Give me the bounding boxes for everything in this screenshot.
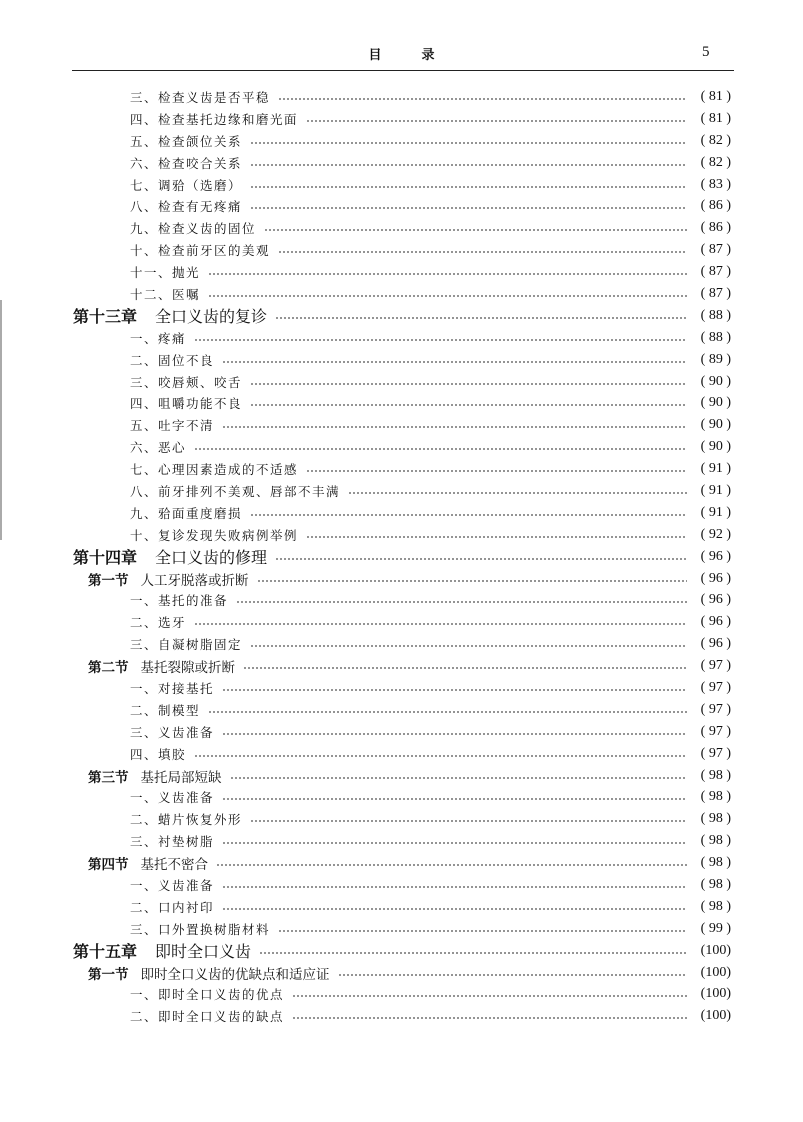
page-ref: 83 <box>708 176 723 192</box>
toc-entry-label: 二、蜡片恢复外形 <box>130 812 243 828</box>
toc-entry-label: 三、检查义齿是否平稳 <box>130 89 271 105</box>
page-ref: 92 <box>708 526 723 542</box>
dot-leader <box>292 1017 687 1019</box>
toc-item-entry[interactable] <box>0 502 803 524</box>
toc-item-entry[interactable] <box>0 896 803 918</box>
toc-entry-title <box>130 438 186 456</box>
dot-leader <box>306 120 687 122</box>
toc-entry-label: 九、𬌗面重度磨损 <box>130 505 243 521</box>
toc-entry-page: ( 81 ) <box>700 88 731 104</box>
toc-entry-page: (100) <box>700 1008 731 1024</box>
toc-entry-title <box>130 110 298 128</box>
toc-entry-page: ( 91 ) <box>700 461 731 477</box>
page-ref: 97 <box>708 745 723 761</box>
toc-entry-title <box>130 810 242 828</box>
page-number: 5 <box>702 44 710 60</box>
toc-item-entry[interactable] <box>0 217 803 239</box>
dot-leader <box>278 251 687 253</box>
toc-entry-label: 即时全口义齿 <box>155 942 252 962</box>
dot-leader <box>250 645 687 647</box>
toc-item-entry[interactable] <box>0 874 803 896</box>
dot-leader <box>194 339 687 341</box>
toc-entry-number: 第十四章 <box>73 548 138 568</box>
toc-item-entry[interactable] <box>0 984 803 1006</box>
page-ref: 97 <box>708 723 723 739</box>
toc-item-entry[interactable] <box>0 611 803 633</box>
dot-leader <box>243 667 687 669</box>
toc-entry-page: ( 98 ) <box>700 833 731 849</box>
dot-leader <box>306 470 687 472</box>
toc-entry-title <box>130 329 186 347</box>
toc-entry-page: ( 91 ) <box>700 504 731 520</box>
toc-entry-page: ( 82 ) <box>700 154 731 170</box>
toc-entry-title <box>130 373 242 391</box>
page-ref: 100 <box>705 986 727 1002</box>
page-ref: 97 <box>708 658 723 674</box>
toc-entry-title <box>130 416 214 434</box>
toc-item-entry[interactable] <box>0 458 803 480</box>
toc-entry-page: ( 87 ) <box>700 285 731 301</box>
page-ref: 81 <box>708 88 723 104</box>
dot-leader <box>250 383 687 385</box>
dot-leader <box>250 514 687 516</box>
toc-entry-title <box>130 876 214 894</box>
toc-entry-title <box>88 963 330 983</box>
toc-entry-label: 全口义齿的修理 <box>155 548 268 568</box>
page-ref: 90 <box>708 373 723 389</box>
toc-entry-title <box>73 545 267 568</box>
toc-entry-page: ( 98 ) <box>700 877 731 892</box>
toc-entry-label: 二、选牙 <box>130 615 187 631</box>
dot-leader <box>250 404 687 406</box>
page-ref: 86 <box>708 220 723 236</box>
toc-entry-page: ( 86 ) <box>700 220 731 236</box>
page-ref: 82 <box>708 154 723 170</box>
toc-item-entry[interactable] <box>0 743 803 765</box>
toc-chapter-entry[interactable] <box>0 940 803 962</box>
toc-entry-label: 一、对接基托 <box>130 680 215 696</box>
toc-entry-page: ( 98 ) <box>700 789 731 805</box>
toc-entry-title <box>130 526 298 544</box>
toc-chapter-entry[interactable] <box>0 305 803 327</box>
toc-entry-label: 二、口内衬印 <box>130 899 215 915</box>
toc-entry-title <box>130 482 340 500</box>
toc-entry-page: ( 82 ) <box>700 132 731 148</box>
dot-leader <box>250 142 687 144</box>
dot-leader <box>348 492 687 494</box>
toc-entry-page: ( 88 ) <box>700 329 731 345</box>
toc-entry-label: 八、检查有无疼痛 <box>130 199 243 215</box>
dot-leader <box>250 186 687 188</box>
toc-entry-page: ( 81 ) <box>700 110 731 126</box>
toc-entry-label: 全口义齿的复诊 <box>155 307 268 327</box>
toc-entry-title <box>130 219 256 237</box>
toc-item-entry[interactable] <box>0 371 803 393</box>
toc-entry-title <box>130 788 214 806</box>
toc-entry-title <box>130 679 214 697</box>
page-ref: 98 <box>708 789 723 805</box>
dot-leader <box>208 295 687 297</box>
page-ref: 98 <box>708 877 723 892</box>
toc-entry-label: 一、基托的准备 <box>130 593 229 609</box>
dot-leader <box>208 273 687 275</box>
toc-entry-title <box>130 723 214 741</box>
toc-entry-label: 人工牙脱落或折断 <box>140 572 249 589</box>
toc-entry-label: 三、自凝树脂固定 <box>130 637 243 653</box>
toc-entry-title <box>130 132 242 150</box>
toc-item-entry[interactable] <box>0 86 803 108</box>
toc-entry-page: ( 90 ) <box>700 373 731 389</box>
toc-entry-label: 一、义齿准备 <box>130 790 215 806</box>
toc-entry-label: 三、口外置换树脂材料 <box>130 921 271 937</box>
toc-entry-title <box>130 351 214 369</box>
toc-entry-title <box>130 1007 284 1025</box>
toc-entry-label: 十二、医嘱 <box>130 286 201 302</box>
page-ref: 86 <box>708 198 723 214</box>
page-ref: 81 <box>708 110 723 126</box>
toc-item-entry[interactable] <box>0 327 803 349</box>
toc-entry-page: ( 96 ) <box>700 548 731 564</box>
toc-entry-page: ( 83 ) <box>700 176 731 192</box>
toc-entry-label: 三、咬唇颊、咬舌 <box>130 374 243 390</box>
toc-item-entry[interactable] <box>0 130 803 152</box>
page-ref: 91 <box>708 461 723 477</box>
toc-entry-label: 四、咀嚼功能不良 <box>130 396 243 412</box>
dot-leader <box>250 207 687 209</box>
toc-chapter-entry[interactable] <box>0 546 803 568</box>
toc-section-entry[interactable] <box>0 852 803 874</box>
toc-item-entry[interactable] <box>0 392 803 414</box>
toc-entry-page: ( 92 ) <box>700 526 731 542</box>
toc-entry-page: ( 98 ) <box>700 767 731 783</box>
toc-entry-page: ( 97 ) <box>700 679 731 695</box>
page-ref: 99 <box>708 920 723 936</box>
dot-leader <box>275 317 687 319</box>
toc-entry-label: 四、填胶 <box>130 746 187 762</box>
dot-leader <box>222 733 687 735</box>
toc-entry-page: ( 99 ) <box>700 920 731 936</box>
toc-item-entry[interactable] <box>0 174 803 196</box>
page-ref: 96 <box>708 570 723 586</box>
dot-leader <box>194 448 687 450</box>
toc-entry-title <box>130 460 298 478</box>
toc-entry-title <box>73 939 251 962</box>
toc-entry-number: 第三节 <box>88 769 129 786</box>
dot-leader <box>194 755 687 757</box>
toc-entry-page: ( 86 ) <box>700 198 731 214</box>
header-rule <box>72 70 734 71</box>
toc-entry-label: 十、复诊发现失败病例举例 <box>130 527 299 543</box>
page-ref: 96 <box>708 592 723 608</box>
toc-entry-title <box>88 853 208 873</box>
toc-entry-title <box>130 591 228 609</box>
page-ref: 89 <box>708 351 723 367</box>
page-ref: 98 <box>708 767 723 783</box>
page-ref: 96 <box>708 548 723 564</box>
page-ref: 90 <box>708 417 723 433</box>
toc-entry-title <box>130 745 186 763</box>
toc-entry-number: 第四节 <box>88 857 129 874</box>
toc-entry-label: 即时全口义齿的优缺点和适应证 <box>140 966 330 983</box>
toc-item-entry[interactable] <box>0 436 803 458</box>
toc-entry-title <box>130 898 214 916</box>
toc-entry-title <box>130 176 242 194</box>
toc-entry-title <box>73 304 267 327</box>
toc-entry-title <box>130 154 242 172</box>
running-header-title: 目录 <box>368 48 475 63</box>
toc-entry-page: ( 90 ) <box>700 439 731 455</box>
toc-entry-page: (100) <box>700 964 731 980</box>
toc-item-entry[interactable] <box>0 349 803 371</box>
toc-entry-title <box>130 263 200 281</box>
toc-entry-label: 二、即时全口义齿的缺点 <box>130 1009 285 1025</box>
toc-entry-label: 三、衬垫树脂 <box>130 834 215 850</box>
dot-leader <box>278 98 687 100</box>
dot-leader <box>236 601 687 603</box>
page-ref: 90 <box>708 395 723 411</box>
toc-entry-title <box>130 394 242 412</box>
dot-leader <box>216 864 687 866</box>
toc-entry-page: ( 91 ) <box>700 482 731 498</box>
toc-entry-title <box>130 504 242 522</box>
toc-entry-number: 第二节 <box>88 660 129 677</box>
page-ref: 88 <box>708 329 723 345</box>
toc-entry-title <box>130 88 270 106</box>
toc-entry-title <box>130 701 200 719</box>
toc-entry-label: 八、前牙排列不美观、唇部不丰满 <box>130 483 341 499</box>
toc-entry-title <box>130 285 200 303</box>
toc-item-entry[interactable] <box>0 589 803 611</box>
toc-entry-title <box>130 241 270 259</box>
toc-entry-label: 六、恶心 <box>130 440 187 456</box>
dot-leader <box>222 886 687 888</box>
toc-item-entry[interactable] <box>0 195 803 217</box>
toc-item-entry[interactable] <box>0 152 803 174</box>
toc-item-entry[interactable] <box>0 524 803 546</box>
dot-leader <box>222 689 687 691</box>
page-ref: 88 <box>708 307 723 323</box>
dot-leader <box>292 995 687 997</box>
toc-entry-page: ( 90 ) <box>700 395 731 411</box>
toc-section-entry[interactable] <box>0 655 803 677</box>
toc-entry-page: ( 88 ) <box>700 307 731 323</box>
toc-entry-page: ( 97 ) <box>700 701 731 717</box>
page-ref: 96 <box>708 636 723 652</box>
toc-item-entry[interactable] <box>0 283 803 305</box>
toc-entry-label: 二、固位不良 <box>130 352 215 368</box>
toc-entry-label: 一、即时全口义齿的优点 <box>130 987 285 1003</box>
toc-entry-page: ( 96 ) <box>700 636 731 652</box>
toc-item-entry[interactable] <box>0 808 803 830</box>
dot-leader <box>194 623 687 625</box>
toc-entry-label: 七、调𬌗（选磨） <box>130 177 243 193</box>
page-ref: 98 <box>708 898 723 914</box>
toc-entry-title <box>88 766 222 786</box>
dot-leader <box>257 580 688 582</box>
toc-item-entry[interactable] <box>0 787 803 809</box>
toc-item-entry[interactable] <box>0 677 803 699</box>
dot-leader <box>306 536 687 538</box>
toc-entry-title <box>130 920 270 938</box>
table-of-contents <box>0 86 803 1027</box>
page-ref: 82 <box>708 132 723 148</box>
dot-leader <box>222 798 687 800</box>
toc-entry-label: 四、检查基托边缘和磨光面 <box>130 111 299 127</box>
dot-leader <box>264 229 687 231</box>
page-ref: 100 <box>705 942 727 958</box>
dot-leader <box>275 558 687 560</box>
toc-entry-number: 第十三章 <box>73 307 138 327</box>
toc-entry-page: ( 89 ) <box>700 351 731 367</box>
toc-entry-label: 六、检查咬合关系 <box>130 155 243 171</box>
toc-entry-label: 一、疼痛 <box>130 330 187 346</box>
dot-leader <box>250 164 687 166</box>
toc-entry-title <box>130 985 284 1003</box>
page-ref: 91 <box>708 504 723 520</box>
page-ref: 87 <box>708 264 723 280</box>
dot-leader <box>222 426 687 428</box>
toc-entry-title <box>130 613 186 631</box>
dot-leader <box>259 952 687 954</box>
toc-entry-label: 基托不密合 <box>140 857 208 874</box>
toc-entry-label: 基托裂隙或折断 <box>140 660 235 677</box>
toc-entry-title <box>88 656 235 676</box>
page-ref: 87 <box>708 242 723 258</box>
toc-entry-title <box>130 635 242 653</box>
toc-section-entry[interactable] <box>0 765 803 787</box>
toc-entry-label: 七、心理因素造成的不适感 <box>130 462 299 478</box>
toc-entry-label: 二、制模型 <box>130 702 201 718</box>
toc-item-entry[interactable] <box>0 633 803 655</box>
page-ref: 96 <box>708 614 723 630</box>
toc-entry-page: ( 98 ) <box>700 898 731 914</box>
dot-leader <box>278 930 687 932</box>
dot-leader <box>338 974 688 976</box>
toc-item-entry[interactable] <box>0 699 803 721</box>
dot-leader <box>222 361 687 363</box>
toc-entry-page: (100) <box>700 986 731 1002</box>
toc-entry-page: ( 97 ) <box>700 658 731 674</box>
toc-entry-label: 五、检查颌位关系 <box>130 133 243 149</box>
toc-entry-label: 九、检查义齿的固位 <box>130 221 257 237</box>
toc-entry-page: ( 96 ) <box>700 592 731 608</box>
toc-entry-label: 三、义齿准备 <box>130 724 215 740</box>
page-ref: 87 <box>708 285 723 301</box>
toc-entry-page: ( 97 ) <box>700 745 731 761</box>
toc-entry-page: ( 96 ) <box>700 614 731 630</box>
toc-entry-number: 第一节 <box>88 966 129 983</box>
toc-entry-label: 十、检查前牙区的美观 <box>130 243 271 259</box>
toc-entry-page: ( 87 ) <box>700 264 731 280</box>
toc-entry-page: ( 87 ) <box>700 242 731 258</box>
toc-entry-number: 第十五章 <box>73 942 138 962</box>
toc-item-entry[interactable] <box>0 414 803 436</box>
page-ref: 98 <box>708 833 723 849</box>
toc-entry-label: 五、吐字不清 <box>130 418 215 434</box>
dot-leader <box>222 908 687 910</box>
page-ref: 91 <box>708 482 723 498</box>
dot-leader <box>230 777 688 779</box>
toc-section-entry[interactable] <box>0 962 803 984</box>
page-ref: 97 <box>708 679 723 695</box>
toc-entry-page: ( 98 ) <box>700 855 731 871</box>
toc-entry-page: ( 96 ) <box>700 570 731 586</box>
toc-item-entry[interactable] <box>0 480 803 502</box>
dot-leader <box>208 711 687 713</box>
toc-entry-title <box>88 569 249 589</box>
toc-entry-page: ( 97 ) <box>700 723 731 739</box>
toc-section-entry[interactable] <box>0 568 803 590</box>
dot-leader <box>250 820 687 822</box>
dot-leader <box>222 842 687 844</box>
toc-entry-label: 十一、抛光 <box>130 265 201 281</box>
page-ref: 98 <box>708 855 723 871</box>
toc-entry-title <box>130 832 214 850</box>
toc-item-entry[interactable] <box>0 239 803 261</box>
toc-item-entry[interactable] <box>0 108 803 130</box>
toc-entry-page: ( 98 ) <box>700 811 731 827</box>
page-ref: 97 <box>708 701 723 717</box>
toc-item-entry[interactable] <box>0 1005 803 1027</box>
page-ref: 90 <box>708 439 723 455</box>
page-ref: 100 <box>705 1008 727 1024</box>
toc-item-entry[interactable] <box>0 721 803 743</box>
toc-entry-label: 基托局部短缺 <box>140 769 222 786</box>
toc-entry-number: 第一节 <box>88 572 129 589</box>
toc-item-entry[interactable] <box>0 261 803 283</box>
toc-item-entry[interactable] <box>0 830 803 852</box>
toc-entry-label: 一、义齿准备 <box>130 878 215 893</box>
toc-entry-title <box>130 197 242 215</box>
page-ref: 100 <box>705 964 727 980</box>
toc-item-entry[interactable] <box>0 918 803 940</box>
page-ref: 98 <box>708 811 723 827</box>
toc-entry-page: (100) <box>700 942 731 958</box>
toc-entry-page: ( 90 ) <box>700 417 731 433</box>
